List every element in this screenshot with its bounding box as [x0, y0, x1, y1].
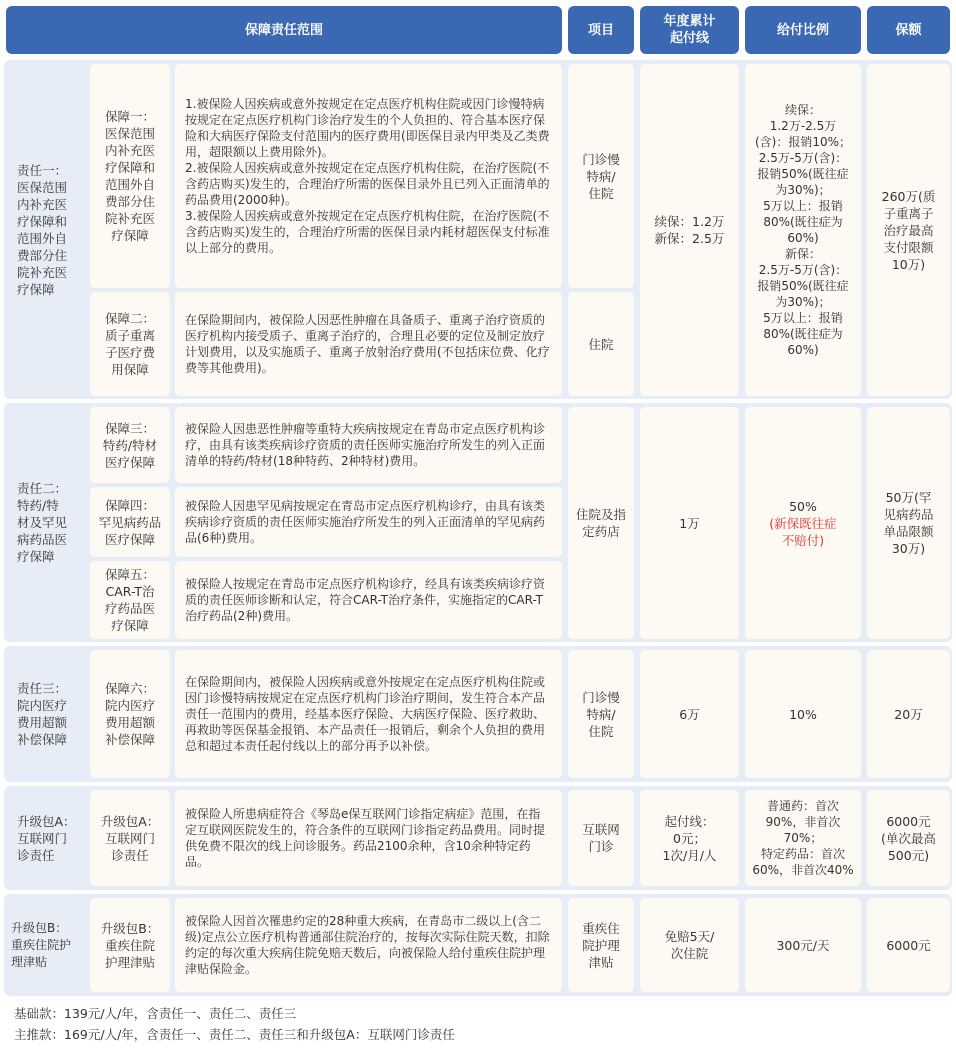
deductible-4: 起付线： 0元； 1次/月/人: [640, 790, 739, 886]
coverage-2: 50万(罕 见病药品 单品限额 30万): [867, 407, 950, 639]
deductible-5: 免赔5天/ 次住院: [640, 898, 739, 992]
responsibility-3: 责任三： 院内医疗 费用超额 补偿保障: [17, 681, 68, 747]
package-b-desc: 被保险人因首次罹患约定的28种重大疾病，在青岛市二级以上(含二级)定点公立医疗机构普通部住院治疗的，按每次实际住院天数，扣除约定的每次重大疾病住院免赔天数后，向被保险人给付重疾住院护理津贴保险金。: [175, 898, 562, 992]
guarantee-4-name: 保障四： 罕见病药品 医疗保障: [90, 487, 170, 557]
guarantee-3-name: 保障三： 特药/特材 医疗保障: [90, 407, 170, 483]
item-6: 重疾住 院护理 津贴: [568, 898, 634, 992]
ratio-2-note: (新保既往症 不赔付): [769, 515, 837, 548]
responsibility-1: 责任一： 医保范围 内补充医 疗保障和 范围外自 费部分住 院补充医 疗保障: [17, 162, 68, 297]
guarantee-4-desc: 被保险人因患罕见病按规定在青岛市定点医疗机构诊疗，由具有该类疾病诊疗资质的责任医师实施治疗所发生的列入正面清单的罕见病药品(6种)费用。: [175, 487, 562, 557]
header-item: 项目: [568, 6, 634, 54]
coverage-5: 6000元: [867, 898, 950, 992]
ratio-2-value: 50%: [789, 498, 817, 514]
header-scope: 保障责任范围: [6, 6, 562, 54]
item-2: 住院: [568, 292, 634, 396]
responsibility-2: 责任二： 特药/特 材及罕见 病药品医 疗保障: [17, 481, 68, 564]
item-5: 互联网 门诊: [568, 790, 634, 886]
footer-main-plan: 主推款：169元/人/年，含责任一、责任二、责任三和升级包A：互联网门诊责任: [14, 1027, 455, 1042]
ratio-2: [745, 407, 861, 639]
deductible-2: 1万: [640, 407, 739, 639]
coverage-3: 20万: [867, 650, 950, 778]
deductible-3: 6万: [640, 650, 739, 778]
item-1: 门诊慢 特病/ 住院: [568, 64, 634, 288]
ratio-1: 续保： 1.2万-2.5万 (含)：报销10%； 2.5万-5万(含)： 报销50%(既往症 为30%)； 5万以上：报销 80%(既往症为 60%) 新保： 2.5万-5万(含)： 报销50%(既往症 为30%)； 5万以上：报销 80%(既往症为 60%): [745, 64, 861, 396]
guarantee-1-name: 保障一： 医保范围 内补充医 疗保障和 范围外自 费部分住 院补充医 疗保障: [90, 64, 170, 288]
header-coverage: 保额: [867, 6, 950, 54]
footer-basic-plan: 基础款：139元/人/年，含责任一、责任二、责任三: [14, 1006, 297, 1021]
header-deductible: 年度累计 起付线: [640, 6, 739, 54]
coverage-4: 6000元 (单次最高 500元): [867, 790, 950, 886]
item-4: 门诊慢 特病/ 住院: [568, 650, 634, 778]
package-a-desc: 被保险人所患病症符合《琴岛e保互联网门诊指定病症》范围，在指定互联网医院发生的，符合条件的互联网门诊指定药品费用。同时提供免费不限次的线上问诊服务。药品2100余种，含10余种特定药品。: [175, 790, 562, 886]
package-b-name: 升级包B： 重疾住院 护理津贴: [90, 898, 170, 992]
responsibility-4: 升级包A： 互联网门 诊责任: [17, 813, 76, 863]
guarantee-2-desc: 在保险期间内，被保险人因恶性肿瘤在具备质子、重离子治疗资质的医疗机构内接受质子、重离子治疗的，合理且必要的定位及制定放疗计划费用，以及实施质子、重离子放射治疗费用(不包括床位费、化疗费等其他费用)。: [175, 292, 562, 396]
package-a-name: 升级包A： 互联网门 诊责任: [90, 790, 170, 886]
ratio-4: 普通药：首次 90%，非首次 70%； 特定药品：首次 60%，非首次40%: [745, 790, 861, 886]
guarantee-6-name: 保障六： 院内医疗 费用超额 补偿保障: [90, 650, 170, 778]
guarantee-6-desc: 在保险期间内，被保险人因疾病或意外按规定在定点医疗机构住院或因门诊慢特病按规定在定点医疗机构门诊治疗期间，发生符合本产品责任一范围内的费用，经基本医疗保险、大病医疗保险、医疗救助、再救助等医保基金报销、本产品责任一报销后，剩余个人负担的费用总和超过本责任起付线以上的部分再予以补偿。: [175, 650, 562, 778]
ratio-3: 10%: [745, 650, 861, 778]
header-ratio: 给付比例: [745, 6, 861, 54]
item-3: 住院及指 定药店: [568, 407, 634, 639]
guarantee-3-desc: 被保险人因患恶性肿瘤等重特大疾病按规定在青岛市定点医疗机构诊疗，由具有该类疾病诊疗资质的责任医师实施治疗所发生的列入正面清单的特药/特材(18种特药、2种特材)费用。: [175, 407, 562, 483]
guarantee-2-name: 保障二： 质子重离 子医疗费 用保障: [90, 292, 170, 396]
coverage-1: 260万(质 子重离子 治疗最高 支付限额 10万): [867, 64, 950, 396]
guarantee-5-desc: 被保险人按规定在青岛市定点医疗机构诊疗，经具有该类疾病诊疗资质的责任医师诊断和认定，符合CAR-T治疗条件，实施指定的CAR-T治疗药品(2种)费用。: [175, 561, 562, 639]
guarantee-1-desc: 1.被保险人因疾病或意外按规定在定点医疗机构住院或因门诊慢特病按规定在定点医疗机构门诊治疗发生的个人负担的、符合基本医疗保险和大病医疗保险支付范围内的医疗费用(即医保目录内甲类及乙类费用，超限额以上费用除外)。 2.被保险人因疾病或意外按规定在定点医疗机构住院，在治疗医院(不含药店购买)发生的，合理治疗所需的医保目录外且已列入正面清单的药品费用(2000种)。 3.被保险人因疾病或意外按规定在定点医疗机构住院，在治疗医院(不含药店购买)发生的，合理治疗所需的医保目录内耗材超医保支付标准以上部分的费用。: [175, 64, 562, 288]
ratio-5: 300元/天: [745, 898, 861, 992]
guarantee-5-name: 保障五： CAR-T治 疗药品医 疗保障: [90, 561, 170, 639]
deductible-1: 续保：1.2万 新保：2.5万: [640, 64, 739, 396]
responsibility-5: 升级包B： 重疾住院护 理津贴: [11, 920, 72, 969]
